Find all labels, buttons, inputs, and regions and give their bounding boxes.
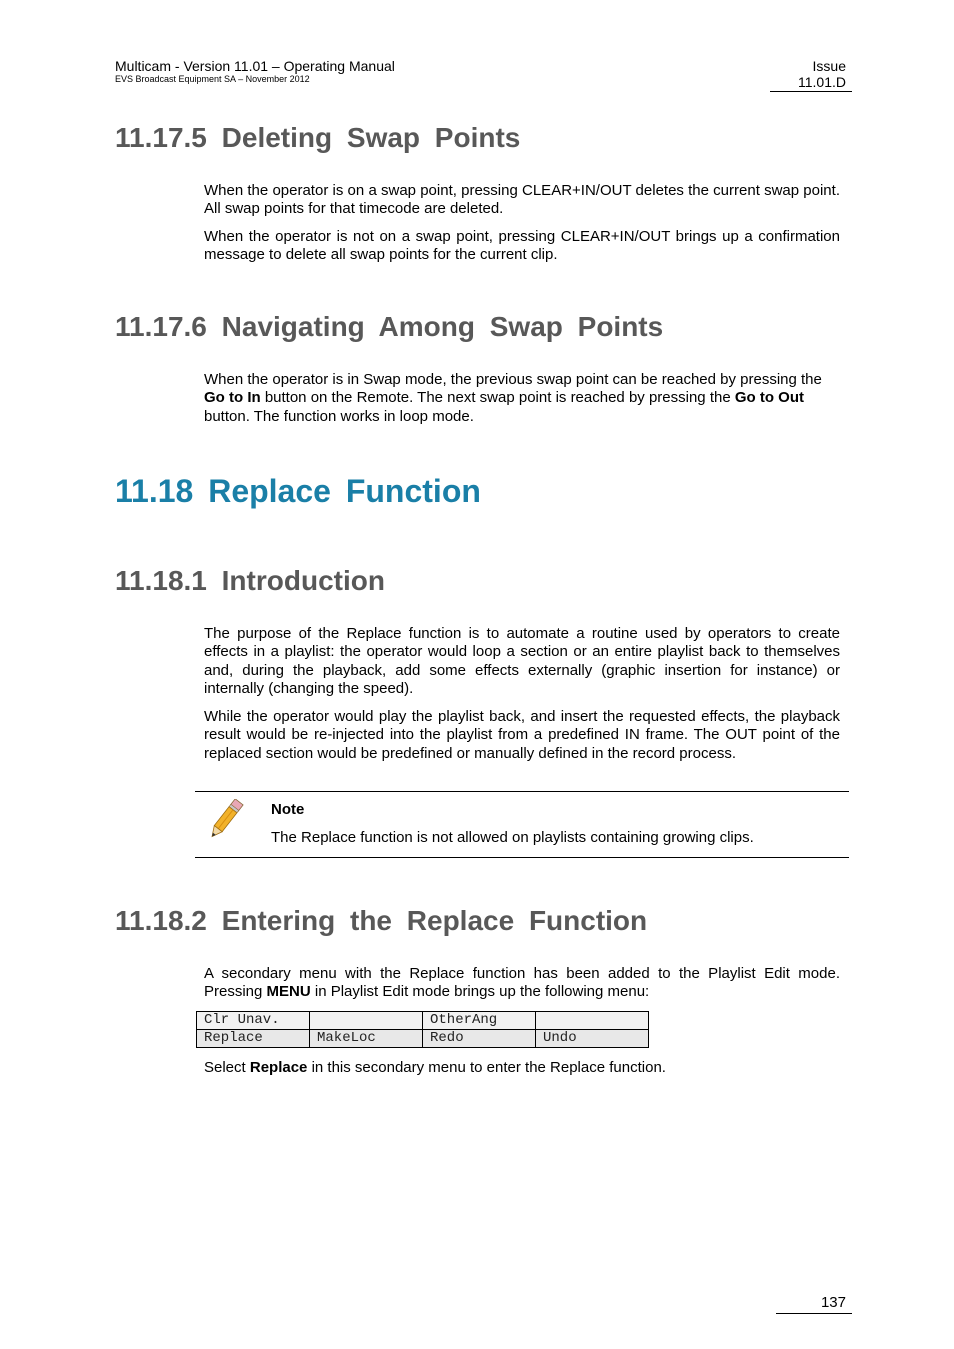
footer-rule — [776, 1313, 852, 1314]
header-subtitle: EVS Broadcast Equipment SA – November 2012 — [115, 74, 310, 84]
paragraph-deleting-2: When the operator is not on a swap point, pressing CLEAR+IN/OUT brings up a confirmation message to delete all swap points for the current clip. — [204, 228, 840, 264]
heading-11-17-5: 11.17.5 Deleting Swap Points — [115, 122, 521, 153]
bold-menu: MENU — [266, 983, 311, 1001]
pencil-icon — [203, 799, 247, 841]
secondary-menu-table — [196, 1011, 649, 1048]
paragraph-navigating — [204, 371, 840, 426]
header-issue-label: Issue — [812, 58, 846, 74]
heading-11-18-1: 11.18.1 Introduction — [115, 565, 385, 596]
header-title: Multicam - Version 11.01 – Operating Manual — [115, 58, 395, 74]
bold-go-to-out: Go to Out — [734, 389, 804, 407]
text-run: Select — [204, 1059, 250, 1076]
menu-cell — [310, 1012, 423, 1030]
menu-cell: Redo — [423, 1030, 536, 1048]
text-run: button. The function works in loop mode. — [204, 407, 474, 425]
menu-cell — [536, 1012, 649, 1030]
text-run: in this secondary menu to enter the Replace function. — [307, 1059, 666, 1076]
bold-go-to-in: Go to In — [204, 389, 261, 407]
heading-11-18-2: 11.18.2 Entering the Replace Function — [115, 905, 648, 936]
note-title: Note — [271, 801, 305, 818]
paragraph-entering-2 — [204, 1059, 840, 1077]
menu-cell: Replace — [197, 1030, 310, 1048]
bold-replace: Replace — [249, 1059, 308, 1076]
menu-row-2 — [197, 1030, 649, 1048]
heading-11-18: 11.18 Replace Function — [115, 473, 481, 509]
note-bottom-rule — [195, 857, 849, 858]
menu-row-1 — [197, 1012, 649, 1030]
heading-11-17-6: 11.17.6 Navigating Among Swap Points — [115, 311, 664, 342]
note-text: The Replace function is not allowed on playlists containing growing clips. — [271, 829, 754, 846]
menu-cell: MakeLoc — [310, 1030, 423, 1048]
menu-cell: Clr Unav. — [197, 1012, 310, 1030]
text-run: in Playlist Edit mode brings up the following menu: — [310, 983, 650, 1001]
header-rule — [770, 91, 852, 92]
text-run: When the operator is in Swap mode, the previous swap point can be reached by pressing the — [204, 371, 822, 388]
text-run: A secondary menu with the Replace function has been added to the Playlist Edit mode. Pressing — [204, 965, 840, 1001]
paragraph-intro-2: While the operator would play the playlist back, and insert the requested effects, the playback result would be re-injected into the playlist from a predefined IN frame. The OUT point of the replaced section would be predefined or manually defined in the record process. — [204, 708, 840, 762]
note-top-rule — [195, 791, 849, 792]
paragraph-entering-1 — [204, 965, 840, 1002]
paragraph-intro-1: The purpose of the Replace function is to automate a routine used by operators to create effects in a playlist: the operator would loop a section or an entire playlist back to themselves and, during the playback, add some effects externally (graphic insertion for instance) or internally (changing the speed). — [204, 625, 840, 698]
page-number: 137 — [820, 1294, 846, 1311]
menu-cell: Undo — [536, 1030, 649, 1048]
menu-cell: OtherAng — [423, 1012, 536, 1030]
text-run: button on the Remote. The next swap point is reached by pressing the — [260, 389, 735, 407]
header-issue-value: 11.01.D — [798, 74, 846, 90]
paragraph-deleting-1: When the operator is on a swap point, pressing CLEAR+IN/OUT deletes the current swap point. All swap points for that timecode are deleted. — [204, 182, 840, 218]
